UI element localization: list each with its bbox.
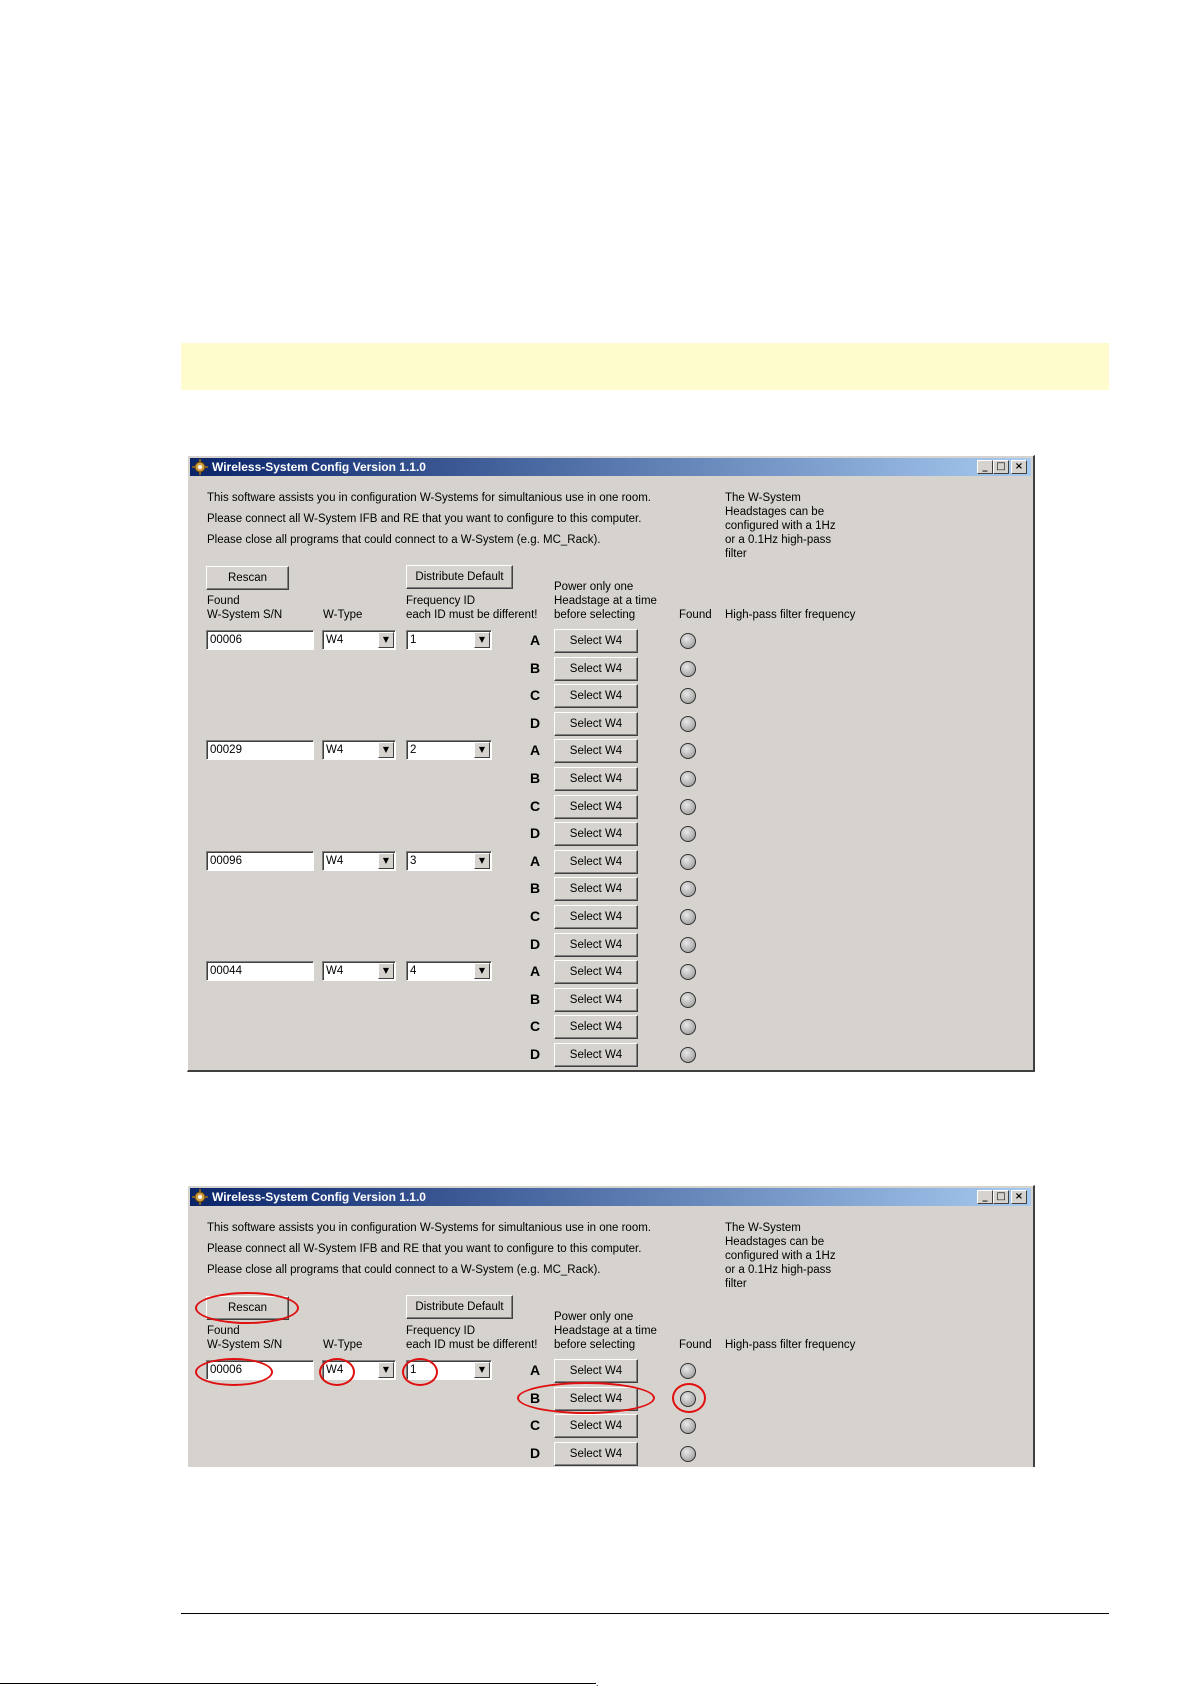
select-headstage-button[interactable]: Select W4: [554, 960, 638, 984]
channel-label: A: [529, 632, 541, 648]
select-headstage-button[interactable]: Select W4: [554, 877, 638, 901]
chevron-down-icon[interactable]: ▼: [474, 853, 490, 869]
wtype-dropdown[interactable]: [322, 740, 396, 760]
found-status-header: Found: [679, 609, 712, 621]
close-button[interactable]: ×: [1011, 460, 1027, 474]
frequency-id-value: 1: [410, 1364, 417, 1376]
select-headstage-button[interactable]: Select W4: [554, 1414, 638, 1438]
wtype-dropdown[interactable]: [322, 851, 396, 871]
chevron-down-icon[interactable]: ▼: [474, 742, 490, 758]
app-gear-icon: [192, 1189, 209, 1205]
rescan-button[interactable]: Rescan: [206, 1296, 289, 1320]
frequency-id-dropdown[interactable]: [406, 851, 492, 871]
channel-label: B: [529, 770, 541, 786]
intro-line-1: This software assists you in configuration W-Systems for simultanious use in one room.: [207, 1222, 651, 1234]
channel-label: D: [529, 714, 541, 731]
found-status-led: [680, 771, 696, 787]
channel-label: B: [529, 880, 541, 897]
channel-label: D: [529, 935, 541, 952]
chevron-down-icon[interactable]: ▼: [378, 632, 394, 648]
wtype-value: W4: [326, 1364, 344, 1376]
select-headstage-button[interactable]: Select W4: [554, 1387, 638, 1411]
chevron-down-icon[interactable]: ▼: [378, 1362, 394, 1378]
wtype-dropdown[interactable]: [322, 961, 396, 981]
channel-label: D: [529, 1046, 541, 1062]
wtype-value: W4: [326, 854, 344, 867]
minimize-button[interactable]: _: [977, 1190, 993, 1204]
select-headstage-button[interactable]: Select W4: [554, 795, 638, 819]
channel-label: C: [529, 908, 541, 924]
intro-line-3: Please close all programs that could connect to a W-System (e.g. MC_Rack).: [207, 1264, 601, 1276]
maximize-button[interactable]: □: [993, 460, 1009, 474]
power-note-header: Power only one Headstage at a time before selecting: [554, 1311, 657, 1351]
select-headstage-button[interactable]: Select W4: [554, 657, 638, 681]
channel-label: C: [529, 797, 541, 814]
select-headstage-button[interactable]: Select W4: [554, 767, 638, 791]
channel-label: C: [529, 1018, 541, 1035]
intro-line-2: Please connect all W-System IFB and RE that you want to configure to this computer.: [207, 513, 642, 525]
found-status-led: [680, 1363, 696, 1379]
app-gear-icon: [192, 459, 209, 475]
found-status-led: [680, 743, 696, 759]
wtype-dropdown[interactable]: [322, 630, 396, 650]
channel-label: A: [529, 852, 541, 869]
chevron-down-icon[interactable]: ▼: [378, 742, 394, 758]
wtype-header: W-Type: [323, 609, 363, 621]
select-headstage-button[interactable]: Select W4: [554, 739, 638, 763]
intro-line-1: This software assists you in configuration W-Systems for simultanious use in one room.: [207, 492, 651, 504]
select-headstage-button[interactable]: Select W4: [554, 850, 638, 874]
chevron-down-icon[interactable]: ▼: [378, 963, 394, 979]
channel-label: B: [529, 1389, 541, 1406]
select-headstage-button[interactable]: Select W4: [554, 1442, 638, 1466]
config-window-full: [187, 455, 1035, 1072]
footer-divider: [181, 1613, 1109, 1614]
select-headstage-button[interactable]: Select W4: [554, 629, 638, 653]
title-bar[interactable]: [190, 1188, 1031, 1206]
distribute-default-button[interactable]: Distribute Default: [406, 1295, 513, 1319]
channel-label: D: [529, 825, 541, 842]
frequency-id-dropdown[interactable]: [406, 630, 492, 650]
window-title: Wireless-System Config Version 1.1.0: [212, 460, 426, 474]
found-status-led: [680, 1418, 696, 1434]
highpass-filter-header: High-pass filter frequency: [725, 609, 856, 621]
highlight-note-bar: [181, 343, 1109, 390]
found-status-led: [680, 799, 696, 815]
found-status-led: [680, 854, 696, 870]
highpass-note: The W-System Headstages can be configured with a 1Hz or a 0.1Hz high-pass filter: [725, 1222, 836, 1290]
rescan-button[interactable]: Rescan: [206, 566, 289, 590]
serial-number-field[interactable]: 00006: [206, 1360, 314, 1380]
frequency-id-header: Frequency ID each ID must be different!: [406, 595, 538, 621]
select-headstage-button[interactable]: Select W4: [554, 1359, 638, 1383]
serial-number-field[interactable]: 00096: [206, 851, 314, 871]
highpass-filter-header: High-pass filter frequency: [725, 1339, 856, 1351]
select-headstage-button[interactable]: Select W4: [554, 933, 638, 957]
found-status-led: [680, 716, 696, 732]
select-headstage-button[interactable]: Select W4: [554, 684, 638, 708]
found-status-led: [680, 1391, 696, 1407]
select-headstage-button[interactable]: Select W4: [554, 1015, 638, 1039]
found-status-led: [680, 1019, 696, 1035]
frequency-id-dropdown[interactable]: [406, 1360, 492, 1380]
channel-label: B: [529, 659, 541, 676]
channel-label: C: [529, 687, 541, 704]
found-status-led: [680, 937, 696, 953]
serial-number-field[interactable]: 00006: [206, 630, 314, 650]
found-status-led: [680, 1446, 696, 1462]
minimize-button[interactable]: _: [977, 460, 993, 474]
highpass-note: The W-System Headstages can be configured with a 1Hz or a 0.1Hz high-pass filter: [725, 492, 836, 560]
frequency-id-value: 1: [410, 634, 417, 646]
found-sn-header: Found W-System S/N: [207, 1325, 283, 1351]
found-status-led: [680, 661, 696, 677]
wtype-value: W4: [326, 965, 344, 978]
found-status-header: Found: [679, 1339, 712, 1351]
select-headstage-button[interactable]: Select W4: [554, 822, 638, 846]
found-status-led: [680, 909, 696, 925]
title-bar[interactable]: [190, 458, 1031, 476]
wtype-value: W4: [326, 744, 344, 757]
select-headstage-button[interactable]: Select W4: [554, 905, 638, 929]
footnote-rule: [0, 1683, 596, 1684]
frequency-id-dropdown[interactable]: [406, 961, 492, 981]
found-status-led: [680, 964, 696, 980]
serial-number-field[interactable]: 00044: [206, 961, 314, 981]
frequency-id-dropdown[interactable]: [406, 740, 492, 760]
select-headstage-button[interactable]: Select W4: [554, 1043, 638, 1067]
power-note-header: Power only one Headstage at a time before selecting: [554, 581, 657, 621]
serial-number-field[interactable]: 00029: [206, 740, 314, 760]
wtype-value: W4: [326, 634, 344, 646]
window-title: Wireless-System Config Version 1.1.0: [212, 1190, 426, 1204]
channel-label: B: [529, 990, 541, 1007]
chevron-down-icon[interactable]: ▼: [474, 632, 490, 648]
frequency-id-value: 2: [410, 744, 417, 757]
footnote-mark: .: [596, 1678, 599, 1688]
channel-label: A: [529, 742, 541, 759]
chevron-down-icon[interactable]: ▼: [474, 963, 490, 979]
wtype-header: W-Type: [323, 1339, 363, 1351]
found-status-led: [680, 881, 696, 897]
intro-line-3: Please close all programs that could connect to a W-System (e.g. MC_Rack).: [207, 534, 601, 546]
select-headstage-button[interactable]: Select W4: [554, 988, 638, 1012]
frequency-id-value: 4: [410, 965, 417, 978]
frequency-id-value: 3: [410, 854, 417, 867]
found-status-led: [680, 992, 696, 1008]
chevron-down-icon[interactable]: ▼: [474, 1362, 490, 1378]
channel-label: D: [529, 1444, 541, 1461]
config-window-annotated: [187, 1185, 1035, 1467]
found-status-led: [680, 826, 696, 842]
channel-label: A: [529, 1362, 541, 1378]
close-button[interactable]: ×: [1011, 1190, 1027, 1204]
channel-label: C: [529, 1417, 541, 1434]
found-status-led: [680, 688, 696, 704]
wtype-dropdown[interactable]: [322, 1360, 396, 1380]
maximize-button[interactable]: □: [993, 1190, 1009, 1204]
found-status-led: [680, 633, 696, 649]
frequency-id-header: Frequency ID each ID must be different!: [406, 1325, 538, 1351]
found-sn-header: Found W-System S/N: [207, 595, 283, 621]
channel-label: A: [529, 963, 541, 980]
select-headstage-button[interactable]: Select W4: [554, 712, 638, 736]
chevron-down-icon[interactable]: ▼: [378, 853, 394, 869]
intro-line-2: Please connect all W-System IFB and RE that you want to configure to this computer.: [207, 1243, 642, 1255]
distribute-default-button[interactable]: Distribute Default: [406, 565, 513, 589]
found-status-led: [680, 1047, 696, 1063]
